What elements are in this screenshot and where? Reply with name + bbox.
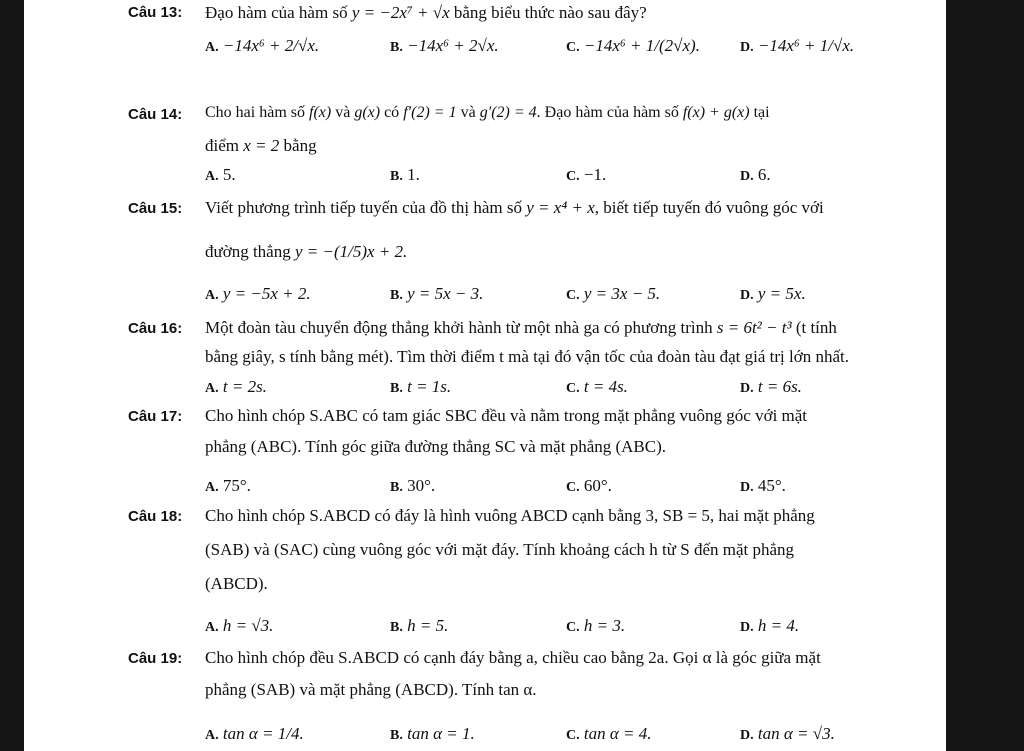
- q15-option-c-text: y = 3x − 5.: [583, 284, 661, 303]
- q15-option-b-text: y = 5x − 3.: [407, 284, 484, 303]
- question-15-stem-line-2: [205, 242, 407, 262]
- question-17-stem-line-2: phẳng (ABC). Tính góc giữa đường thẳng SC và mặt phẳng (ABC).: [205, 437, 667, 456]
- question-17-number: Câu 17:: [128, 408, 183, 425]
- question-15-stem-line-1: [205, 198, 824, 218]
- q18-option-c-text: h = 3.: [583, 616, 626, 635]
- graph-function: y = x⁴ + x: [526, 198, 595, 217]
- function-g: g(x): [354, 104, 381, 121]
- q13-option-a[interactable]: [205, 36, 319, 56]
- question-14-text: . Đạo hàm của hàm số: [536, 104, 683, 121]
- question-15-text: , biết tiếp tuyến đó vuông góc với: [594, 198, 824, 217]
- q15-option-d[interactable]: [740, 284, 806, 304]
- q19-option-a[interactable]: [205, 724, 304, 744]
- q14-option-a-text: 5.: [222, 165, 236, 184]
- q19-option-a-text: tan α = 1/4.: [222, 724, 304, 743]
- q19-option-d[interactable]: [740, 724, 835, 744]
- question-14-text: tại: [749, 104, 770, 121]
- q19-option-d-text: tan α = √3.: [757, 724, 835, 743]
- q18-option-a-text: h = √3.: [222, 616, 274, 635]
- q17-option-c-text: 60°.: [583, 476, 612, 495]
- option-letter: D.: [740, 480, 754, 495]
- function-f: f(x): [309, 104, 332, 121]
- q16-option-b-text: t = 1s.: [407, 377, 452, 396]
- option-letter: D.: [740, 728, 754, 743]
- q18-option-d-text: h = 4.: [757, 616, 800, 635]
- q16-option-c[interactable]: [566, 377, 628, 397]
- question-13-stem: [205, 3, 647, 23]
- option-letter: A.: [205, 728, 219, 743]
- q17-option-d[interactable]: [740, 476, 786, 496]
- option-letter: B.: [390, 620, 403, 635]
- g-prime-value: g′(2) = 4: [479, 104, 537, 121]
- option-letter: A.: [205, 620, 219, 635]
- question-14-stem-line-1: [205, 104, 770, 122]
- q19-option-c[interactable]: [566, 724, 652, 744]
- option-letter: B.: [390, 480, 403, 495]
- question-18-stem-line-3: (ABCD).: [205, 574, 268, 593]
- question-18-number: Câu 18:: [128, 508, 183, 525]
- question-17-stem-line-1: Cho hình chóp S.ABC có tam giác SBC đều và nằm trong mặt phẳng vuông góc với mặt: [205, 406, 808, 425]
- q17-option-b[interactable]: [390, 476, 435, 496]
- question-15-number: Câu 15:: [128, 200, 183, 217]
- q18-option-b[interactable]: [390, 616, 448, 636]
- q13-option-c[interactable]: [566, 36, 700, 56]
- q14-option-d[interactable]: [740, 165, 771, 185]
- option-letter: C.: [566, 480, 580, 495]
- q16-option-d-text: t = 6s.: [757, 377, 802, 396]
- q13-option-d-text: −14x⁶ + 1/√x.: [757, 36, 855, 55]
- q14-option-c-text: −1.: [583, 165, 607, 184]
- question-19-stem-line-1: Cho hình chóp đều S.ABCD có cạnh đáy bằng a, chiều cao bằng 2a. Gọi α là góc giữa mặt: [205, 648, 821, 667]
- question-15-text: đường thẳng: [205, 242, 295, 261]
- q15-option-d-text: y = 5x.: [757, 284, 806, 303]
- option-letter: C.: [566, 288, 580, 303]
- f-prime-value: f′(2) = 1: [403, 104, 457, 121]
- option-letter: D.: [740, 40, 754, 55]
- q19-option-c-text: tan α = 4.: [583, 724, 652, 743]
- option-letter: D.: [740, 288, 754, 303]
- q16-option-d[interactable]: [740, 377, 802, 397]
- option-letter: D.: [740, 169, 754, 184]
- q15-option-b[interactable]: [390, 284, 483, 304]
- option-letter: C.: [566, 728, 580, 743]
- option-letter: B.: [390, 169, 403, 184]
- option-letter: B.: [390, 728, 403, 743]
- q17-option-b-text: 30°.: [407, 476, 436, 495]
- option-letter: A.: [205, 381, 219, 396]
- q18-option-a[interactable]: [205, 616, 273, 636]
- q14-option-c[interactable]: [566, 165, 606, 185]
- question-16-number: Câu 16:: [128, 320, 183, 337]
- q19-option-b[interactable]: [390, 724, 475, 744]
- question-19-stem-line-2: phẳng (SAB) và mặt phẳng (ABCD). Tính tan α.: [205, 680, 537, 699]
- q15-option-a-text: y = −5x + 2.: [222, 284, 311, 303]
- question-14-number: Câu 14:: [128, 106, 183, 123]
- question-16-stem-line-1: [205, 318, 837, 338]
- q16-option-a-text: t = 2s.: [222, 377, 267, 396]
- option-letter: B.: [390, 288, 403, 303]
- q17-option-a-text: 75°.: [222, 476, 251, 495]
- question-14-text: bằng: [279, 136, 317, 155]
- option-letter: C.: [566, 40, 580, 55]
- option-letter: B.: [390, 381, 403, 396]
- q17-option-a[interactable]: [205, 476, 251, 496]
- q15-option-c[interactable]: [566, 284, 660, 304]
- option-letter: C.: [566, 620, 580, 635]
- q16-option-c-text: t = 4s.: [583, 377, 628, 396]
- conjunction: có: [380, 104, 404, 121]
- q14-option-d-text: 6.: [757, 165, 771, 184]
- q15-option-a[interactable]: [205, 284, 311, 304]
- left-page-edge: [0, 0, 24, 751]
- point-x: x = 2: [243, 136, 280, 155]
- question-16-stem-line-2: bằng giây, s tính bằng mét). Tìm thời điểm t mà tại đó vận tốc của đoàn tàu đạt giá trị lớn nhất.: [205, 347, 849, 366]
- question-14-text: điểm: [205, 136, 244, 155]
- question-13-function: y = −2x⁷ + √x: [351, 3, 450, 22]
- motion-equation: s = 6t² − t³: [716, 318, 792, 337]
- q14-option-b-text: 1.: [407, 165, 420, 184]
- question-15-text: Viết phương trình tiếp tuyến của đồ thị hàm số: [205, 198, 527, 217]
- option-letter: D.: [740, 620, 754, 635]
- question-18-stem-line-2: (SAB) và (SAC) cùng vuông góc với mặt đáy. Tính khoảng cách h từ S đến mặt phẳng: [205, 540, 795, 559]
- q13-option-c-text: −14x⁶ + 1/(2√x).: [583, 36, 700, 55]
- right-page-edge: [946, 0, 1024, 751]
- q14-option-a[interactable]: [205, 165, 236, 185]
- question-16-text: (t tính: [791, 318, 837, 337]
- q13-option-b-text: −14x⁶ + 2√x.: [407, 36, 499, 55]
- q16-option-b[interactable]: [390, 377, 451, 397]
- question-13-number: Câu 13:: [128, 4, 183, 21]
- conjunction: và: [331, 104, 355, 121]
- q18-option-d[interactable]: [740, 616, 799, 636]
- option-letter: C.: [566, 169, 580, 184]
- line-equation: y = −(1/5)x + 2.: [294, 242, 408, 261]
- option-letter: B.: [390, 40, 403, 55]
- question-16-text: Một đoàn tàu chuyển động thẳng khởi hành từ một nhà ga có phương trình: [205, 318, 717, 337]
- question-18-stem-line-1: Cho hình chóp S.ABCD có đáy là hình vuông ABCD cạnh bằng 3, SB = 5, hai mặt phẳng: [205, 506, 815, 525]
- option-letter: A.: [205, 40, 219, 55]
- function-sum: f(x) + g(x): [682, 104, 750, 121]
- question-13-stem-text: Đạo hàm của hàm số: [205, 3, 352, 22]
- option-letter: A.: [205, 480, 219, 495]
- q16-option-a[interactable]: [205, 377, 267, 397]
- option-letter: C.: [566, 381, 580, 396]
- q18-option-c[interactable]: [566, 616, 625, 636]
- q14-option-b[interactable]: [390, 165, 420, 185]
- option-letter: A.: [205, 169, 219, 184]
- q17-option-c[interactable]: [566, 476, 612, 496]
- option-letter: D.: [740, 381, 754, 396]
- q17-option-d-text: 45°.: [757, 476, 786, 495]
- q13-option-b[interactable]: [390, 36, 499, 56]
- question-13-stem-end: bằng biểu thức nào sau đây?: [449, 3, 647, 22]
- q13-option-a-text: −14x⁶ + 2/√x.: [222, 36, 320, 55]
- conjunction: và: [456, 104, 480, 121]
- question-14-stem-line-2: [205, 136, 317, 156]
- q13-option-d[interactable]: [740, 36, 854, 56]
- q18-option-b-text: h = 5.: [407, 616, 449, 635]
- option-letter: A.: [205, 288, 219, 303]
- q19-option-b-text: tan α = 1.: [407, 724, 475, 743]
- question-14-text: Cho hai hàm số: [205, 104, 309, 121]
- question-19-number: Câu 19:: [128, 650, 183, 667]
